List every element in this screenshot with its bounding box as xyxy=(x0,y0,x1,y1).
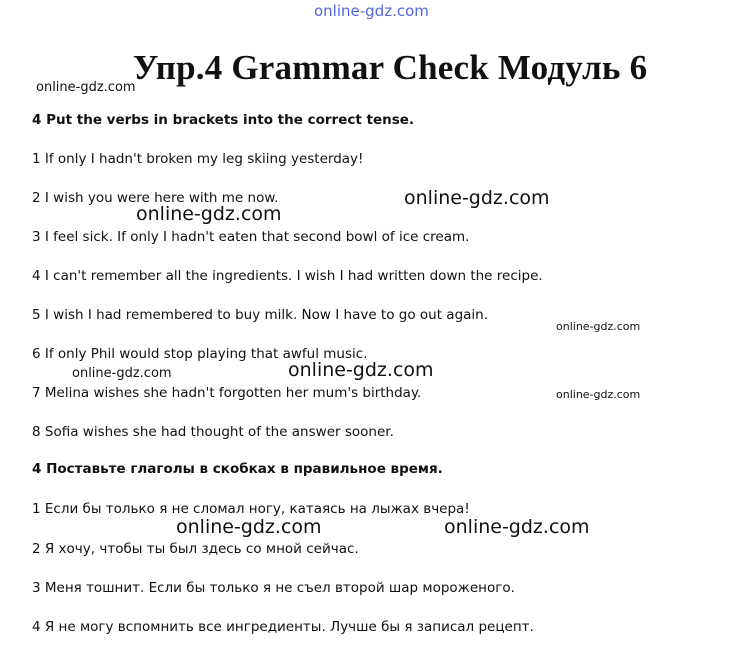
answer-line-en-5: 5 I wish I had remembered to buy milk. Now I have to go out again. xyxy=(32,307,489,323)
watermark-large: online-gdz.com xyxy=(136,203,282,225)
answer-line-en-7: 7 Melina wishes she hadn't forgotten her mum's birthday. xyxy=(32,385,422,401)
watermark-small: online-gdz.com xyxy=(556,388,641,401)
answer-line-en-8: 8 Sofia wishes she had thought of the answer sooner. xyxy=(32,424,394,440)
answer-line-en-4: 4 I can't remember all the ingredients. I wish I had written down the recipe. xyxy=(32,268,543,284)
answer-line-en-3: 3 I feel sick. If only I hadn't eaten that second bowl of ice cream. xyxy=(32,229,470,245)
watermark-small: online-gdz.com xyxy=(556,320,641,333)
watermark-large: online-gdz.com xyxy=(176,516,322,538)
watermark-large: online-gdz.com xyxy=(288,359,434,381)
answer-line-ru-4: 4 Я не могу вспомнить все ингредиенты. Лучше бы я записал рецепт. xyxy=(32,619,534,635)
answer-line-en-2: 2 I wish you were here with me now. xyxy=(32,190,279,206)
watermark-small: online-gdz.com xyxy=(72,366,172,381)
watermark-large: online-gdz.com xyxy=(444,516,590,538)
answer-line-en-6: 6 If only Phil would stop playing that awful music. xyxy=(32,346,368,362)
answer-line-ru-2: 2 Я хочу, чтобы ты был здесь со мной сейчас. xyxy=(32,541,359,557)
answer-line-ru-1: 1 Если бы только я не сломал ногу, катаясь на лыжах вчера! xyxy=(32,501,470,517)
section-heading-en: 4 Put the verbs in brackets into the correct tense. xyxy=(32,112,415,128)
page-title: Упр.4 Grammar Check Модуль 6 xyxy=(132,48,648,87)
answer-line-en-1: 1 If only I hadn't broken my leg skiing yesterday! xyxy=(32,151,364,167)
watermark-small: online-gdz.com xyxy=(36,80,136,95)
watermark-large: online-gdz.com xyxy=(404,187,550,209)
watermark-top: online-gdz.com xyxy=(314,2,429,20)
answer-line-ru-3: 3 Меня тошнит. Если бы только я не съел второй шар мороженого. xyxy=(32,580,515,596)
section-heading-ru: 4 Поставьте глаголы в скобках в правильное время. xyxy=(32,461,443,477)
